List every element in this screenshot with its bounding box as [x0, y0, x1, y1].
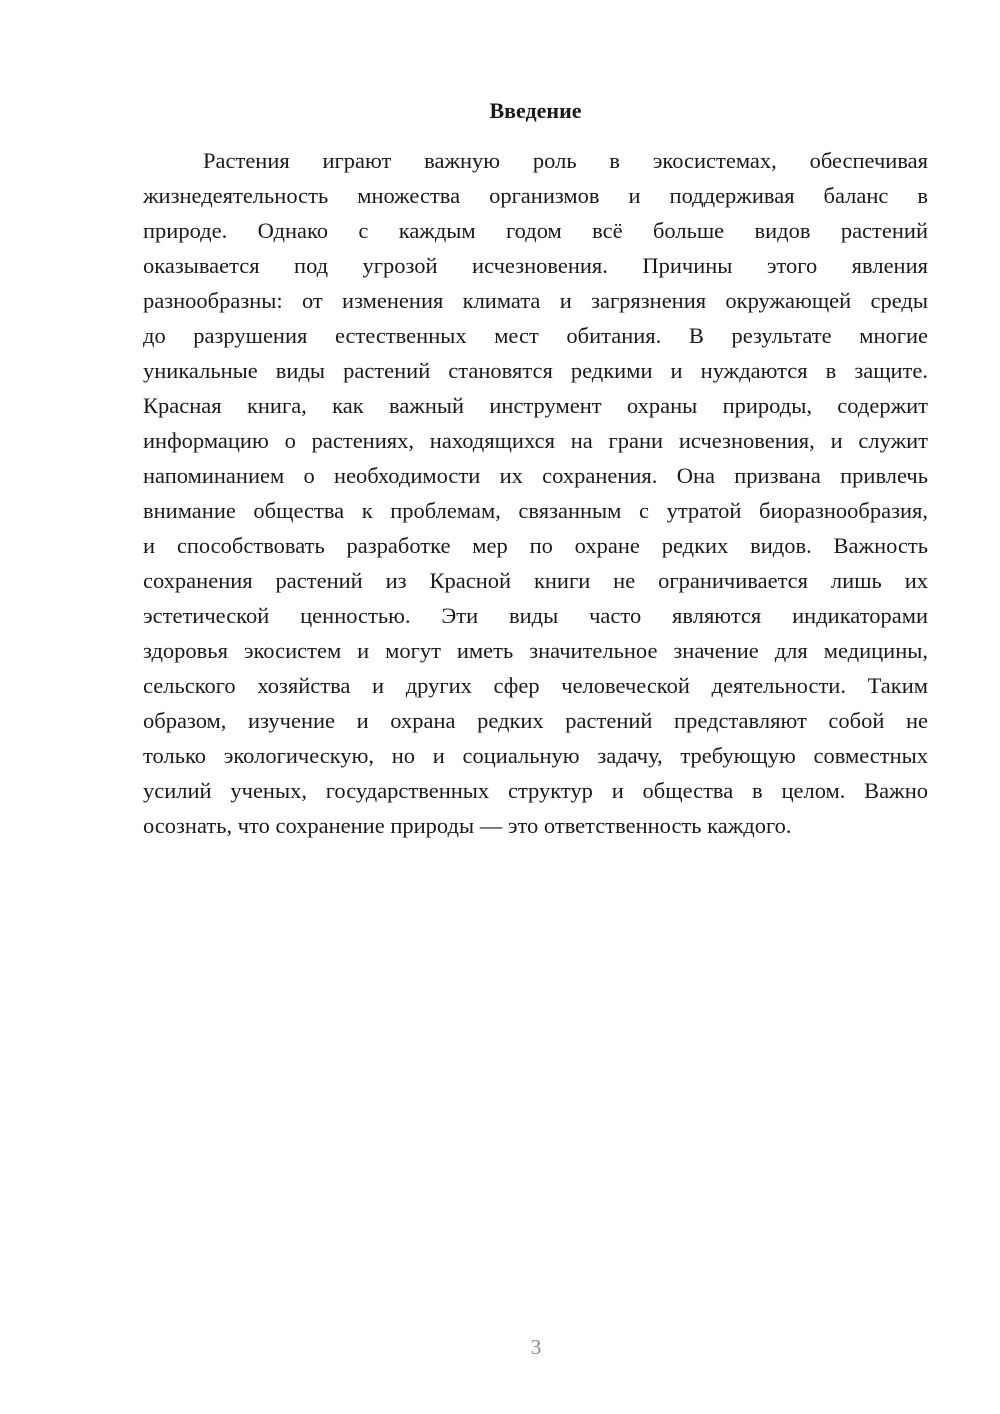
paragraph-line: природе. Однако с каждым годом всё больше видов растений: [143, 218, 928, 243]
paragraph-line: до разрушения естественных мест обитания. В результате многие: [143, 323, 928, 348]
paragraph-line: сохранения растений из Красной книги не ограничивается лишь их: [143, 568, 928, 593]
page-number: 3: [530, 1335, 542, 1359]
paragraph-line: и способствовать разработке мер по охране редких видов. Важность: [143, 533, 928, 558]
paragraph-line: осознать, что сохранение природы — это ответственность каждого.: [143, 813, 792, 838]
section-heading: Введение: [489, 98, 582, 123]
paragraph-line: разнообразны: от изменения климата и загрязнения окружающей среды: [143, 288, 928, 313]
paragraph-line: сельского хозяйства и других сфер человеческой деятельности. Таким: [143, 673, 928, 698]
paragraph-line: образом, изучение и охрана редких растений представляют собой не: [143, 708, 928, 733]
paragraph-line: Растения играют важную роль в экосистемах, обеспечивая: [203, 148, 928, 173]
paragraph-line: усилий ученых, государственных структур и общества в целом. Важно: [143, 778, 928, 803]
paragraph-line: внимание общества к проблемам, связанным с утратой биоразнообразия,: [143, 498, 928, 523]
paragraph-line: информацию о растениях, находящихся на грани исчезновения, и служит: [143, 428, 928, 453]
introduction-paragraph: [143, 143, 928, 843]
paragraph-line: здоровья экосистем и могут иметь значительное значение для медицины,: [143, 638, 928, 663]
paragraph-line: уникальные виды растений становятся редкими и нуждаются в защите.: [143, 358, 928, 383]
paragraph-line: только экологическую, но и социальную задачу, требующую совместных: [143, 743, 928, 768]
paragraph-line: жизнедеятельность множества организмов и поддерживая баланс в: [143, 183, 928, 208]
paragraph-line: эстетической ценностью. Эти виды часто являются индикаторами: [143, 603, 928, 628]
paragraph-line: оказывается под угрозой исчезновения. Причины этого явления: [143, 253, 928, 278]
paragraph-line: напоминанием о необходимости их сохранения. Она призвана привлечь: [143, 463, 928, 488]
paragraph-line: Красная книга, как важный инструмент охраны природы, содержит: [143, 393, 928, 418]
